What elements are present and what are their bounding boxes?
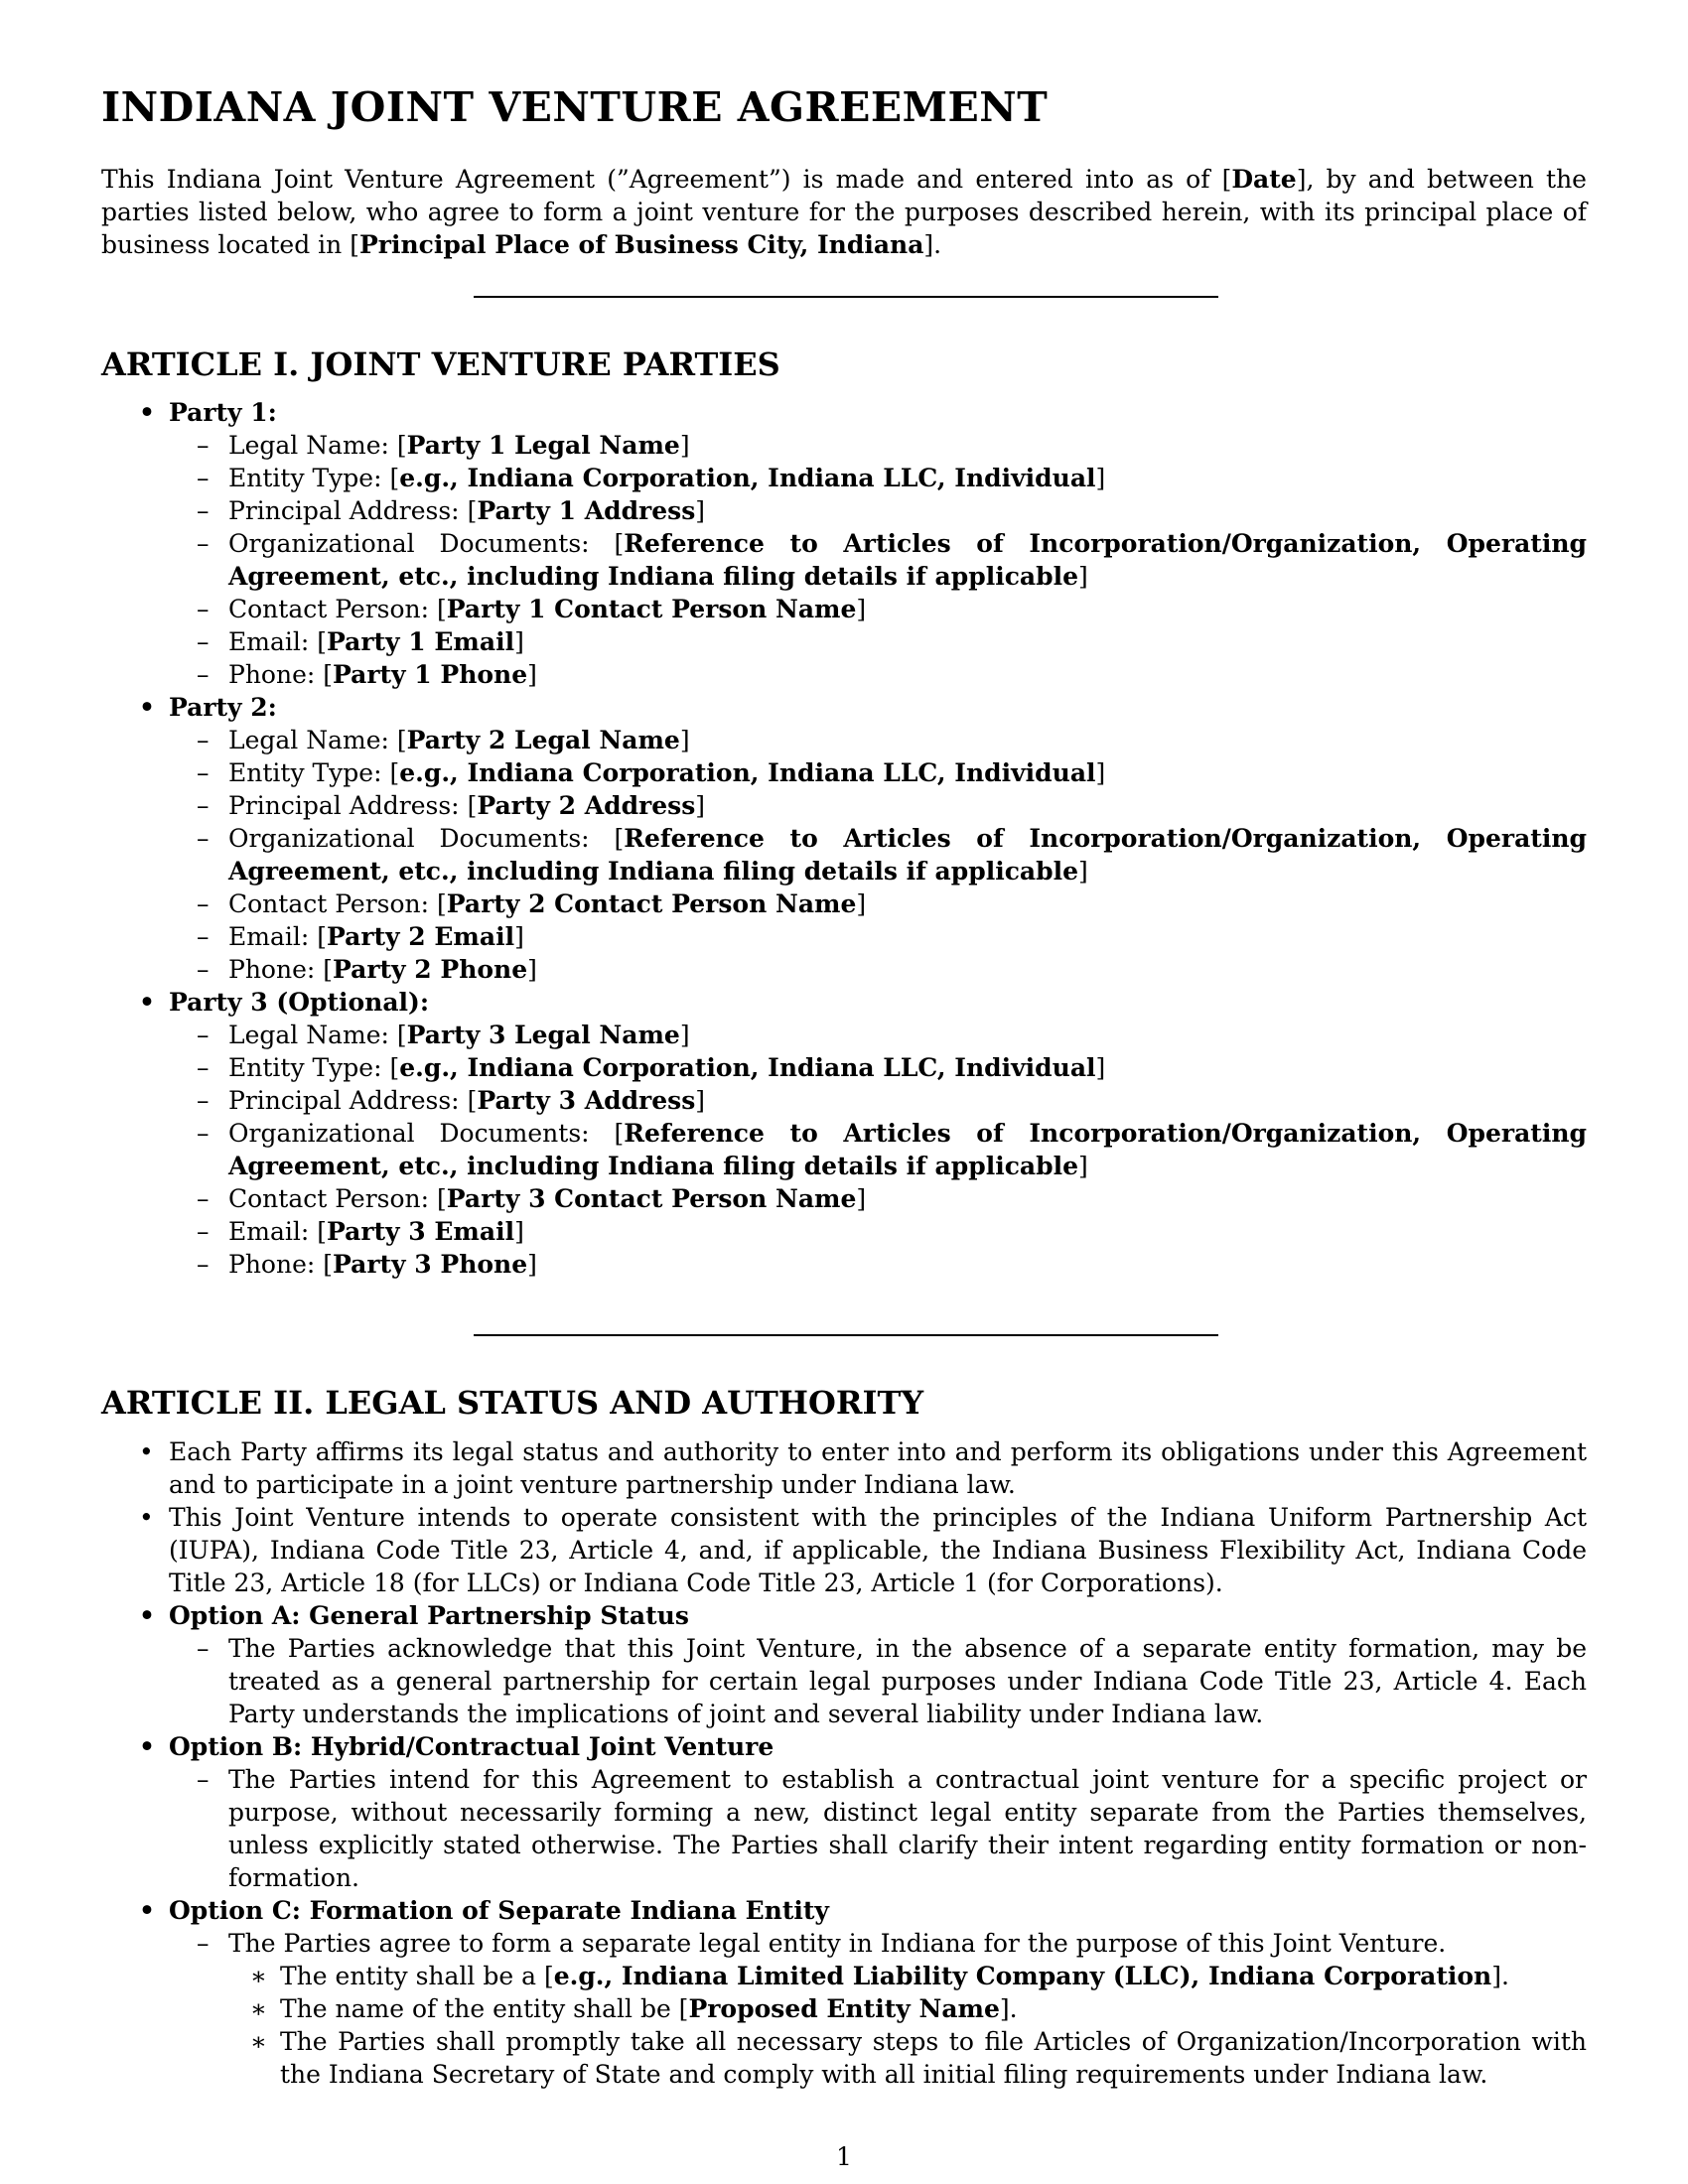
option-b-title: • Option B: Hybrid/Contractual Joint Venture <box>139 1732 774 1761</box>
party-3-contact: – Contact Person: [Party 3 Contact Person Name] <box>197 1184 867 1213</box>
page-number: 1 <box>836 2142 852 2171</box>
party-3-title: • Party 3 (Optional): <box>139 988 430 1017</box>
party-1-address: – Principal Address: [Party 1 Address] <box>197 496 706 525</box>
party-2-email: – Email: [Party 2 Email] <box>197 922 524 951</box>
party-3-entity-type: – Entity Type: [e.g., Indiana Corporation, Indiana LLC, Individual] <box>197 1053 1106 1082</box>
bullet-icon: • <box>139 1601 155 1630</box>
parties-list <box>101 396 1587 1281</box>
party-3-org-docs: – Organizational Documents: [Reference to Articles of Incorporation/Organization, Operating Agreement, etc., including Indiana filing details if applicable] <box>197 1119 1587 1180</box>
dash-icon: – <box>197 496 210 525</box>
dash-icon: – <box>197 726 210 754</box>
option-c-filing: ∗ The Parties shall promptly take all necessary steps to file Articles of Organization/Incorporation with the Indiana Secretary of State and comply with all initial filing requirements under Indiana law. <box>250 2027 1587 2089</box>
party-2-org-docs: – Organizational Documents: [Reference to Articles of Incorporation/Organization, Operating Agreement, etc., including Indiana filing details if applicable] <box>197 824 1587 886</box>
date-placeholder: Date <box>1231 165 1297 194</box>
asterisk-icon: ∗ <box>250 2027 267 2056</box>
dash-icon: – <box>197 1119 210 1148</box>
party-1-email: – Email: [Party 1 Email] <box>197 627 524 656</box>
bullet-icon: • <box>139 1732 155 1761</box>
party-3-phone: – Phone: [Party 3 Phone] <box>197 1250 537 1279</box>
dash-icon: – <box>197 922 210 951</box>
article-2-heading: ARTICLE II. LEGAL STATUS AND AUTHORITY <box>101 1384 924 1422</box>
party-1-contact: – Contact Person: [Party 1 Contact Person Name] <box>197 595 867 623</box>
dash-icon: – <box>197 431 210 460</box>
legal-status-list <box>101 1435 1587 2091</box>
party-2-phone: – Phone: [Party 2 Phone] <box>197 955 537 984</box>
dash-icon: – <box>197 464 210 492</box>
bullet-icon: • <box>139 1503 154 1532</box>
dash-icon: – <box>197 1634 210 1663</box>
dash-icon: – <box>197 824 210 853</box>
party-1-title: • Party 1: <box>139 398 277 427</box>
option-a-title: • Option A: General Partnership Status <box>139 1601 689 1630</box>
bullet-icon: • <box>139 1896 155 1925</box>
asterisk-icon: ∗ <box>250 1962 267 1990</box>
option-c-text: – The Parties agree to form a separate legal entity in Indiana for the purpose of this Joint Venture. <box>197 1929 1447 1958</box>
article-1-heading: ARTICLE I. JOINT VENTURE PARTIES <box>101 345 780 383</box>
party-1-org-docs: – Organizational Documents: [Reference to Articles of Incorporation/Organization, Operating Agreement, etc., including Indiana filing details if applicable] <box>197 529 1587 591</box>
party-2-address: – Principal Address: [Party 2 Address] <box>197 791 706 820</box>
place-placeholder: Principal Place of Business City, Indiana <box>358 230 924 259</box>
section-divider <box>474 296 1218 298</box>
bullet-icon: • <box>139 398 155 427</box>
dash-icon: – <box>197 595 210 623</box>
party-3-email: – Email: [Party 3 Email] <box>197 1217 524 1246</box>
party-2-title: • Party 2: <box>139 693 277 722</box>
bullet-icon: • <box>139 693 155 722</box>
option-c-entity-name: ∗ The name of the entity shall be [Proposed Entity Name]. <box>250 1994 1018 2023</box>
asterisk-icon: ∗ <box>250 1994 267 2023</box>
dash-icon: – <box>197 529 210 558</box>
document-title: INDIANA JOINT VENTURE AGREEMENT <box>101 83 1049 131</box>
party-1-phone: – Phone: [Party 1 Phone] <box>197 660 537 689</box>
bullet-icon: • <box>139 988 155 1017</box>
party-2-entity-type: – Entity Type: [e.g., Indiana Corporation, Indiana LLC, Individual] <box>197 758 1106 787</box>
option-c-title: • Option C: Formation of Separate Indiana Entity <box>139 1896 829 1925</box>
section-divider <box>474 1334 1218 1336</box>
option-c-entity-type: ∗ The entity shall be a [e.g., Indiana Limited Liability Company (LLC), Indiana Corporation]. <box>250 1962 1509 1990</box>
party-1-legal-name: – Legal Name: [Party 1 Legal Name] <box>197 431 690 460</box>
dash-icon: – <box>197 791 210 820</box>
dash-icon: – <box>197 1250 210 1279</box>
dash-icon: – <box>197 1021 210 1049</box>
dash-icon: – <box>197 1929 210 1958</box>
dash-icon: – <box>197 660 210 689</box>
dash-icon: – <box>197 758 210 787</box>
party-1-entity-type: – Entity Type: [e.g., Indiana Corporation, Indiana LLC, Individual] <box>197 464 1106 492</box>
legal-status-paragraph-1: • Each Party affirms its legal status and authority to enter into and perform its obligations under this Agreement and to participate in a joint venture partnership under Indiana law. <box>139 1437 1587 1499</box>
option-b-text: – The Parties intend for this Agreement to establish a contractual joint venture for a specific project or purpose, without necessarily forming a new, distinct legal entity separate from the Parties themselves, unless explicitly stated otherwise. The Parties shall clarify their intent regarding entity formation or non-formation. <box>197 1765 1587 1892</box>
legal-status-paragraph-2: • This Joint Venture intends to operate consistent with the principles of the Indiana Uniform Partnership Act (IUPA), Indiana Code Title 23, Article 4, and, if applicable, the Indiana Business Flexibility Act, Indiana Code Title 23, Article 18 (for LLCs) or Indiana Code Title 23, Article 1 (for Corporations). <box>139 1503 1587 1597</box>
option-a-text: – The Parties acknowledge that this Joint Venture, in the absence of a separate entity formation, may be treated as a general partnership for certain legal purposes under Indiana Code Title 23, Article 4. Each Party understands the implications of joint and several liability under Indiana law. <box>197 1634 1587 1728</box>
party-2-legal-name: – Legal Name: [Party 2 Legal Name] <box>197 726 690 754</box>
bullet-icon: • <box>139 1437 154 1466</box>
party-3-address: – Principal Address: [Party 3 Address] <box>197 1086 706 1115</box>
dash-icon: – <box>197 1053 210 1082</box>
party-3-legal-name: – Legal Name: [Party 3 Legal Name] <box>197 1021 690 1049</box>
dash-icon: – <box>197 955 210 984</box>
dash-icon: – <box>197 1765 210 1794</box>
dash-icon: – <box>197 1217 210 1246</box>
dash-icon: – <box>197 627 210 656</box>
dash-icon: – <box>197 1086 210 1115</box>
dash-icon: – <box>197 1184 210 1213</box>
party-2-contact: – Contact Person: [Party 2 Contact Person Name] <box>197 889 867 918</box>
dash-icon: – <box>197 889 210 918</box>
intro-paragraph: This Indiana Joint Venture Agreement (”Agreement”) is made and entered into as of [Date], by and between the parties listed below, who agree to form a joint venture for the purposes described herein, with its principal place of business located in [Principal Place of Business City, Indiana]. <box>101 165 1587 259</box>
